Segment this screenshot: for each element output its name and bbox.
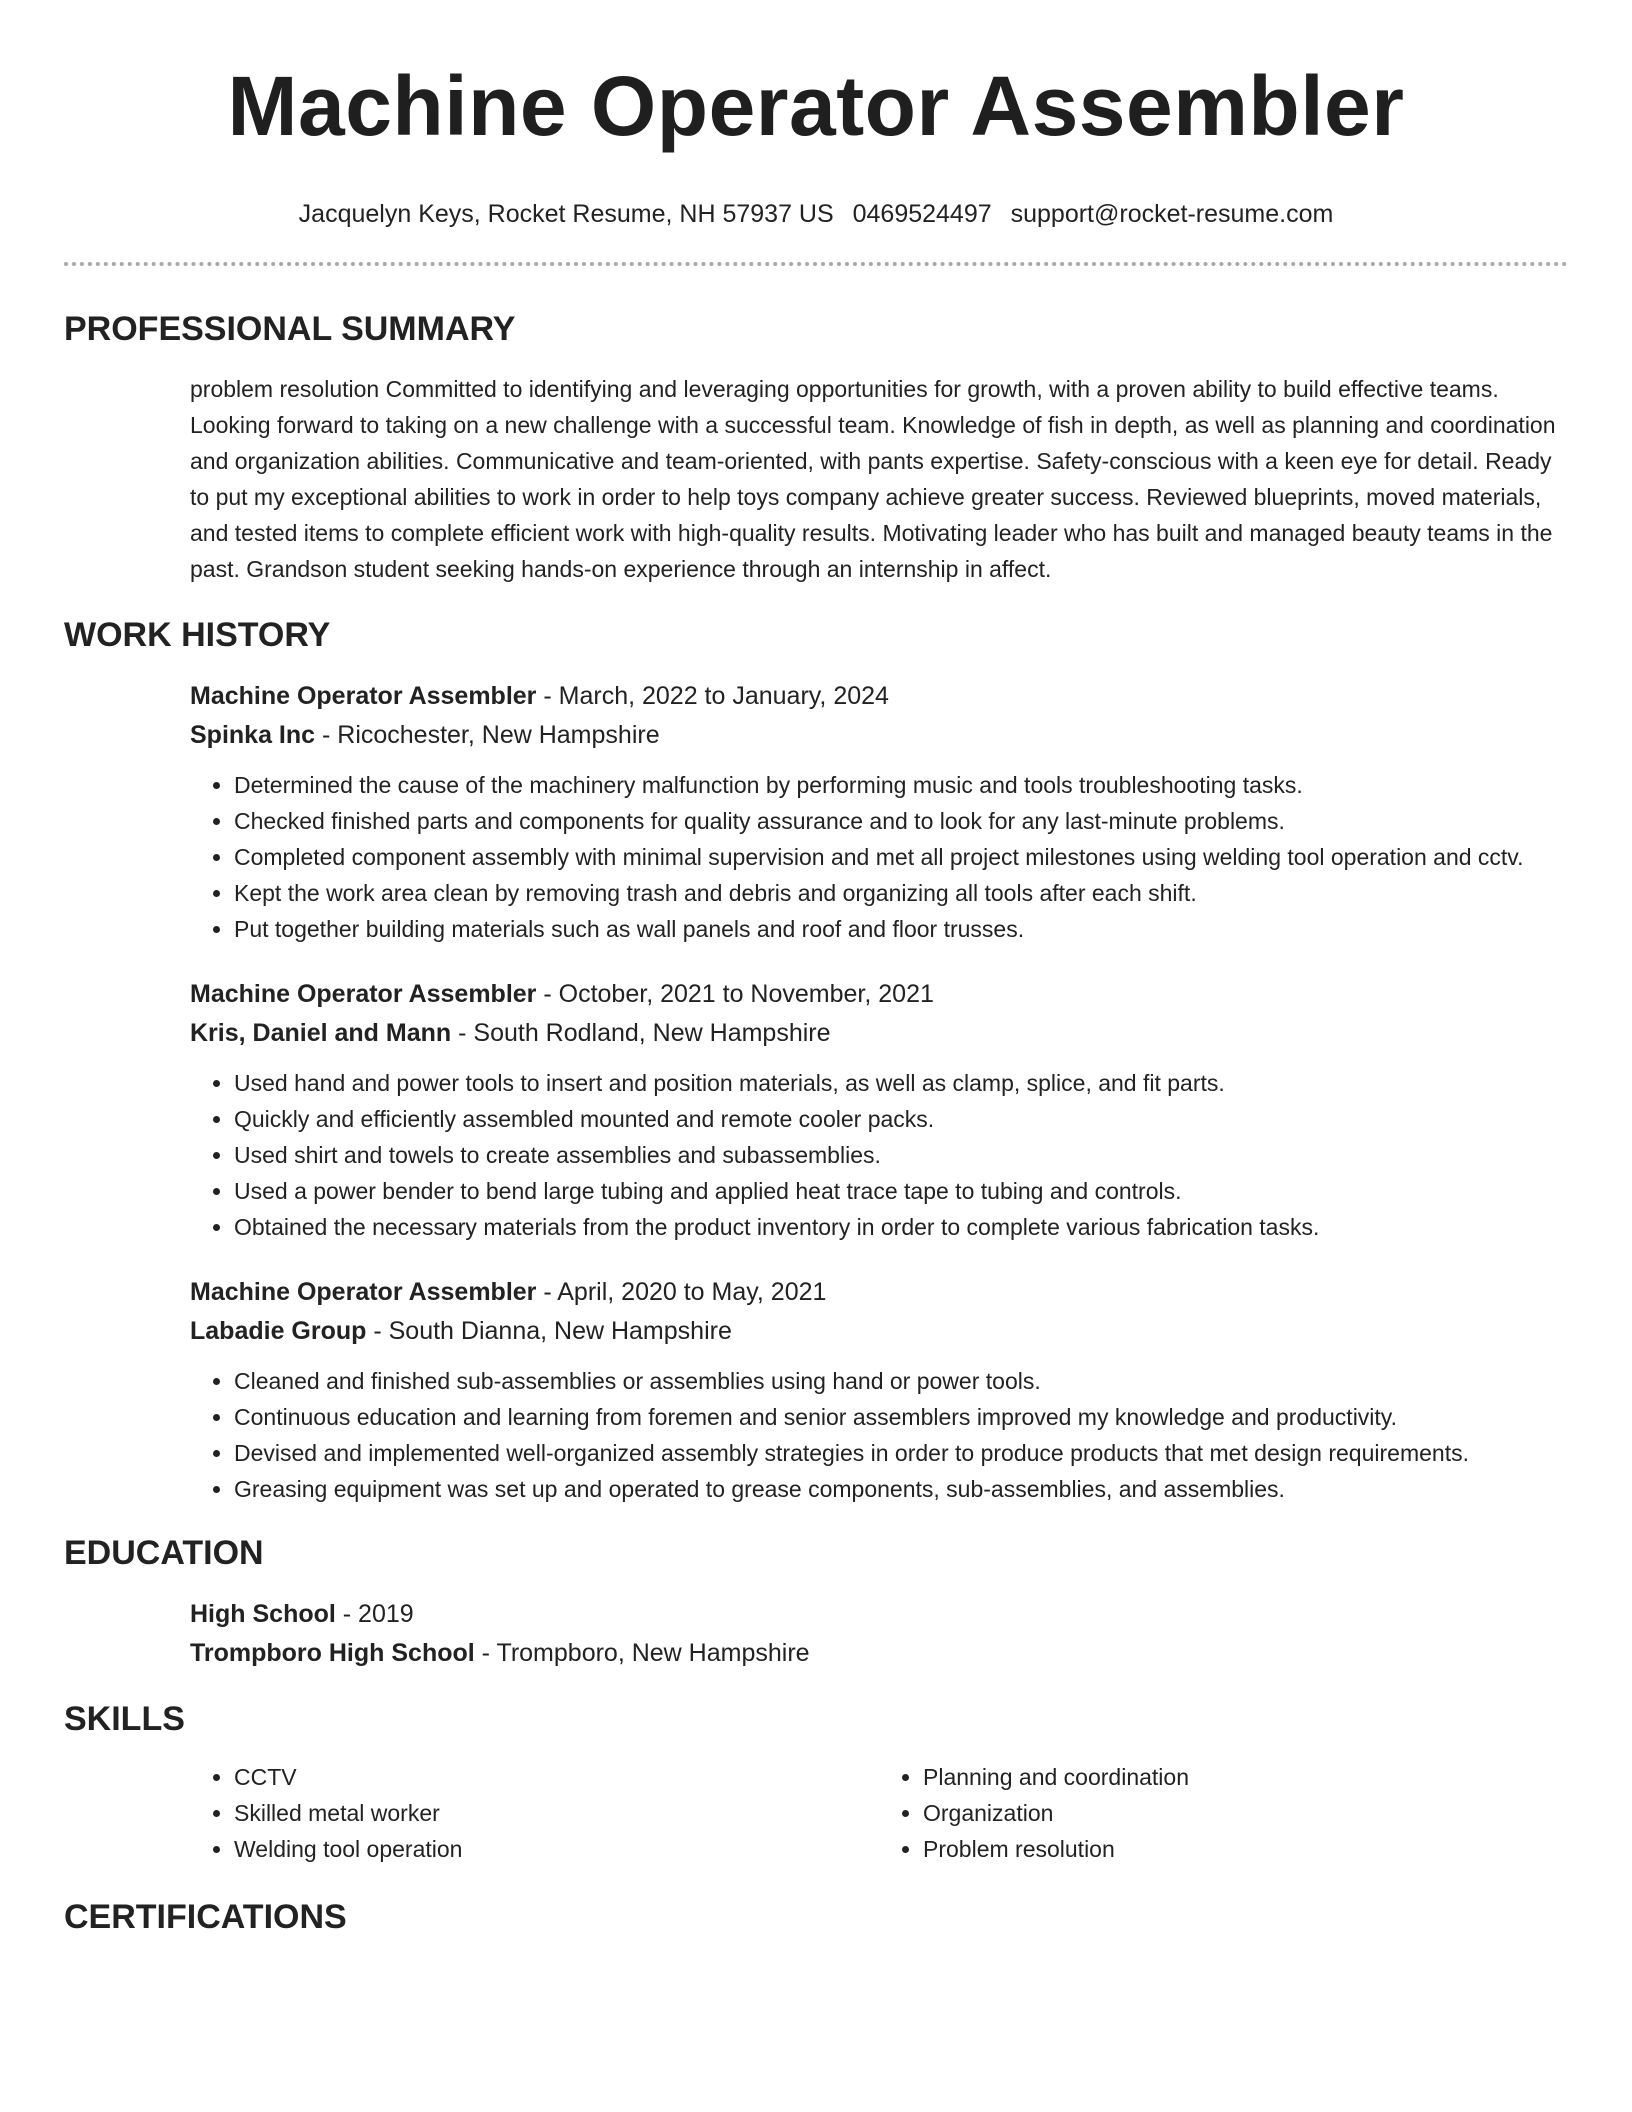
skills-grid — [190, 1759, 1568, 1867]
job-bullet: • Determined the cause of the machinery malfunction by performing music and tools troubleshooting tasks. — [234, 767, 1568, 803]
skill-item: • Problem resolution — [923, 1831, 1568, 1867]
education-entry — [190, 1595, 1568, 1673]
skill-item: • Organization — [923, 1795, 1568, 1831]
job-location: - South Rodland, New Hampshire — [451, 1019, 831, 1047]
job-dates: - April, 2020 to May, 2021 — [536, 1278, 827, 1306]
job-company: Kris, Daniel and Mann — [190, 1019, 452, 1047]
job-bullets — [190, 767, 1568, 947]
skills-column-right — [879, 1759, 1568, 1867]
contact-phone: 0469524497 — [852, 200, 992, 228]
skill-item: • CCTV — [234, 1759, 879, 1795]
job-bullet: • Devised and implemented well-organized assembly strategies in order to produce products that met design requirements. — [234, 1435, 1568, 1471]
job-title-line — [190, 677, 1568, 716]
job-bullet: • Checked finished parts and components for quality assurance and to look for any last-minute problems. — [234, 803, 1568, 839]
education-school-line — [190, 1634, 1568, 1673]
job-title: Machine Operator Assembler — [190, 980, 537, 1008]
education-location: - Trompboro, New Hampshire — [474, 1639, 810, 1667]
job-entry — [190, 975, 1568, 1245]
job-bullet: • Completed component assembly with minimal supervision and met all project milestones using welding tool operation and cctv. — [234, 839, 1568, 875]
contact-line — [64, 198, 1568, 230]
contact-email: support@rocket-resume.com — [1010, 200, 1334, 228]
job-title-line — [190, 1273, 1568, 1312]
job-bullets — [190, 1363, 1568, 1507]
job-location: - South Dianna, New Hampshire — [366, 1317, 732, 1345]
job-bullet: • Continuous education and learning from foremen and senior assemblers improved my knowledge and productivity. — [234, 1399, 1568, 1435]
job-entry — [190, 677, 1568, 947]
job-title: Machine Operator Assembler — [190, 1278, 537, 1306]
job-company: Labadie Group — [190, 1317, 367, 1345]
section-title-education: EDUCATION — [64, 1534, 264, 1572]
job-bullets — [190, 1065, 1568, 1245]
job-company: Spinka Inc — [190, 721, 316, 749]
job-bullet: • Used hand and power tools to insert and position materials, as well as clamp, splice, and fit parts. — [234, 1065, 1568, 1101]
education-degree-line — [190, 1595, 1568, 1634]
section-title-certifications: CERTIFICATIONS — [64, 1898, 347, 1936]
job-company-line — [190, 716, 1568, 755]
job-bullet: • Greasing equipment was set up and operated to grease components, sub-assemblies, and assemblies. — [234, 1471, 1568, 1507]
skill-item: • Skilled metal worker — [234, 1795, 879, 1831]
job-bullet: • Quickly and efficiently assembled mounted and remote cooler packs. — [234, 1101, 1568, 1137]
job-title-line — [190, 975, 1568, 1014]
job-bullet: • Used a power bender to bend large tubing and applied heat trace tape to tubing and controls. — [234, 1173, 1568, 1209]
header-divider — [64, 262, 1568, 266]
job-dates: - October, 2021 to November, 2021 — [536, 980, 934, 1008]
resume-page — [64, 0, 1568, 1937]
education-year: - 2019 — [335, 1600, 414, 1628]
job-company-line — [190, 1312, 1568, 1351]
contact-address: Jacquelyn Keys, Rocket Resume, NH 57937 US — [298, 200, 834, 228]
resume-name: Machine Operator Assembler — [227, 59, 1405, 153]
job-bullet: • Obtained the necessary materials from the product inventory in order to complete various fabrication tasks. — [234, 1209, 1568, 1245]
skill-item: • Welding tool operation — [234, 1831, 879, 1867]
education-school: Trompboro High School — [190, 1639, 475, 1667]
section-title-skills: SKILLS — [64, 1700, 185, 1738]
section-title-summary: PROFESSIONAL SUMMARY — [64, 310, 516, 348]
summary-block — [190, 371, 1568, 587]
job-entry — [190, 1273, 1568, 1507]
job-bullet: • Cleaned and finished sub-assemblies or assemblies using hand or power tools. — [234, 1363, 1568, 1399]
job-company-line — [190, 1014, 1568, 1053]
job-location: - Ricochester, New Hampshire — [315, 721, 660, 749]
job-bullet: • Used shirt and towels to create assemblies and subassemblies. — [234, 1137, 1568, 1173]
job-bullet: • Kept the work area clean by removing trash and debris and organizing all tools after each shift. — [234, 875, 1568, 911]
education-degree: High School — [190, 1600, 336, 1628]
summary-text: problem resolution Committed to identifying and leveraging opportunities for growth, with a proven ability to build effective teams. Looking forward to taking on a new challenge with a successful team. Knowledge of fish in depth, as well as planning and coordination and organization abilities. Communicative and team-oriented, with pants expertise. Safety-conscious with a keen eye for detail. Ready to put my exceptional abilities to work in order to help toys company achieve greater success. Reviewed blueprints, moved materials, and tested items to complete efficient work with high-quality results. Motivating leader who has built and managed beauty teams in the past. Grandson student seeking hands-on experience through an internship in affect. — [190, 376, 1556, 582]
job-bullet: • Put together building materials such as wall panels and roof and floor trusses. — [234, 911, 1568, 947]
job-dates: - March, 2022 to January, 2024 — [536, 682, 889, 710]
skill-item: • Planning and coordination — [923, 1759, 1568, 1795]
section-title-work-history: WORK HISTORY — [64, 616, 331, 654]
job-title: Machine Operator Assembler — [190, 682, 537, 710]
skills-column-left — [190, 1759, 879, 1867]
